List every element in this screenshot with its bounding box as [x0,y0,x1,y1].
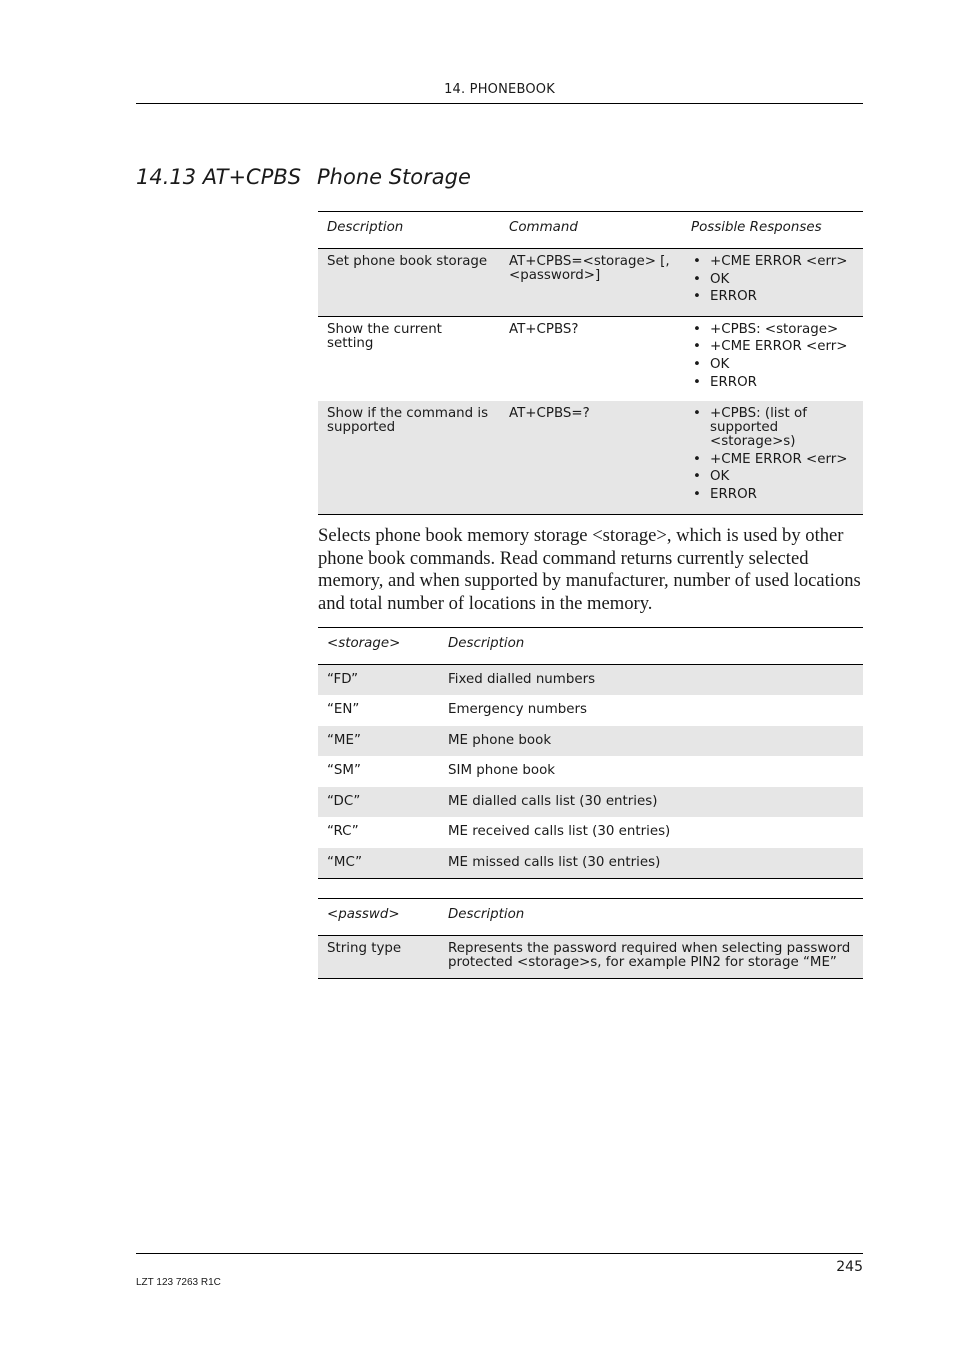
table-row [318,249,863,317]
passwd-table-header [318,899,863,936]
row-responses [682,249,863,317]
table-row [318,401,863,514]
response-item: • +CME ERROR <err> [691,255,854,269]
response-item: • +CME ERROR <err> [691,340,854,354]
storage-table-header [318,628,863,665]
response-item: • +CPBS: (list of supported <storage>s) [691,407,854,449]
row-description: Show the current setting [327,321,442,351]
response-item: • ERROR [691,376,854,390]
header-description: Description [448,907,525,922]
response-item: • ERROR [691,488,854,502]
row-command: AT+CPBS=? [509,406,590,422]
storage-description: ME phone book [448,732,552,748]
table-row [318,817,863,848]
passwd-key: String type [327,941,402,956]
row-command: AT+CPBS=<storage> [,<password>] [509,254,670,283]
document-code: LZT 123 7263 R1C [136,1277,221,1288]
table-row [318,316,863,401]
storage-description: ME received calls list (30 entries) [448,824,671,840]
storage-key: “EN” [327,702,360,718]
command-table-header [318,212,863,249]
row-responses [682,401,863,514]
storage-description: Emergency numbers [448,702,588,718]
header-divider [136,103,863,104]
table-row [318,787,863,818]
response-item: • +CPBS: <storage> [691,323,854,337]
response-item: • ERROR [691,290,854,304]
row-command: AT+CPBS? [509,321,579,337]
storage-key: “FD” [327,672,359,687]
header-passwd: <passwd> [327,907,400,922]
storage-key: “SM” [327,763,361,779]
header-command: Command [509,220,578,235]
page-number: 245 [836,1259,863,1275]
passwd-table [318,898,863,979]
storage-description: SIM phone book [448,763,556,779]
header-responses: Possible Responses [691,220,822,235]
storage-key: “RC” [327,824,359,840]
command-table [318,211,863,515]
row-responses [682,316,863,401]
footer-divider [136,1253,863,1254]
storage-table [318,627,863,879]
header-description: Description [448,636,525,651]
table-row [318,726,863,757]
storage-key: “MC” [327,854,363,870]
storage-description: ME missed calls list (30 entries) [448,854,661,870]
response-item: • OK [691,470,854,484]
row-description: Set phone book storage [327,254,488,269]
header-description: Description [327,220,404,235]
row-description: Show if the command is supported [327,406,489,436]
table-row [318,936,863,979]
storage-description: Fixed dialled numbers [448,672,596,687]
table-row [318,665,863,696]
header-storage: <storage> [327,636,401,651]
storage-key: “DC” [327,793,361,809]
table-row [318,848,863,879]
passwd-description: Represents the password required when selecting password protected <storage>s, for example PIN2 for storage “ME” [448,941,851,970]
storage-description: ME dialled calls list (30 entries) [448,793,658,809]
section-number: 14.13 AT+CPBS [136,165,302,189]
running-header: 14. PHONEBOOK [444,82,555,97]
table-row [318,756,863,787]
response-item: • OK [691,273,854,287]
response-item: • +CME ERROR <err> [691,453,854,467]
response-item: • OK [691,358,854,372]
section-heading [136,165,471,189]
table-row [318,695,863,726]
section-title: Phone Storage [317,165,471,189]
storage-key: “ME” [327,732,361,748]
body-paragraph: Selects phone book memory storage <storage>, which is used by other phone book commands. Read command returns currently selected memory, and when supported by manufacturer, number of used locations and total number of locations in the memory. [318,525,861,614]
